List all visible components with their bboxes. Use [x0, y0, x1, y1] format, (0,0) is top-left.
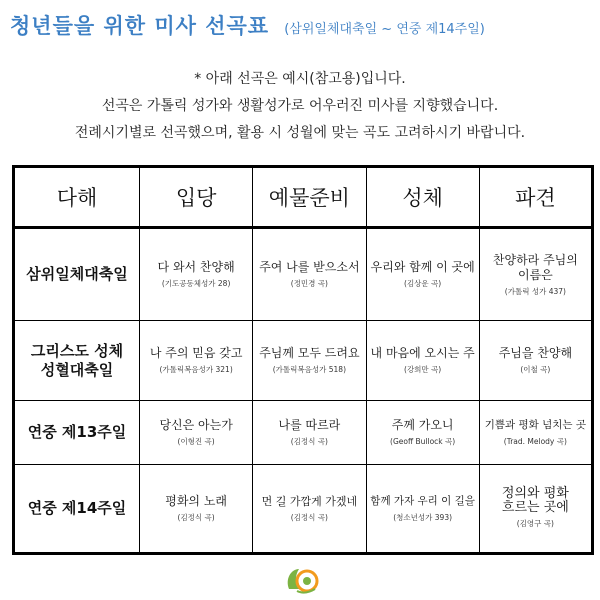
song-composer: (가톨릭복음성가 518) — [272, 365, 347, 375]
song-composer: (Geoff Bullock 곡) — [390, 436, 456, 446]
song-composer: (김정식 곡) — [177, 512, 215, 522]
song-cell — [253, 464, 366, 553]
column-header: 파견 — [479, 167, 592, 228]
column-header: 다해 — [14, 167, 140, 228]
song-title: 주여 나를 받으소서 — [259, 260, 360, 275]
song-composer: (가톨릭복음성가 321) — [159, 365, 233, 375]
song-composer: (이철 곡) — [520, 365, 551, 375]
column-header: 성체 — [366, 167, 479, 228]
song-cell — [140, 228, 253, 321]
table-row — [14, 321, 593, 401]
song-title: 주님께 모두 드려요 — [259, 346, 360, 361]
table-row — [14, 228, 593, 321]
song-title: 우리와 함께 이 곳에 — [370, 260, 475, 275]
song-cell — [366, 401, 479, 464]
song-title: 나 주의 믿음 갖고 — [149, 346, 243, 361]
song-composer: (김영구 곡) — [516, 519, 554, 529]
song-cell — [140, 464, 253, 553]
note-line: 선곡은 가톨릭 성가와 생활성가로 어우러진 미사를 지향했습니다. — [101, 98, 499, 114]
song-composer: (김정식 곡) — [290, 512, 328, 522]
title-sub: (삼위일체대축일 ~ 연중 제14주일) — [284, 22, 485, 37]
table-header-row — [14, 167, 593, 228]
song-title: 주님을 찬양해 — [498, 346, 573, 361]
row-label — [14, 321, 140, 401]
song-title: 당신은 아는가 — [159, 417, 233, 432]
song-composer: (가톨릭 성가 437) — [504, 286, 566, 296]
song-composer: (강희만 곡) — [404, 365, 442, 375]
song-cell — [253, 401, 366, 464]
title-main: 청년들을 위한 미사 선곡표 — [10, 14, 270, 38]
song-title: 기쁨과 평화 넘치는 곳 — [484, 418, 587, 431]
table-row — [14, 464, 593, 553]
notes — [0, 66, 600, 147]
song-composer: (김정식 곡) — [290, 436, 328, 446]
song-cell — [479, 228, 592, 321]
song-title: 평화의 노래 — [165, 493, 228, 508]
song-cell — [479, 464, 592, 553]
song-composer: (Trad. Melody 곡) — [503, 436, 567, 446]
song-cell — [366, 321, 479, 401]
row-label: 연중 제13주일 — [14, 401, 140, 464]
song-title: 나를 따르라 — [278, 417, 341, 432]
song-table — [12, 165, 594, 555]
song-composer: (이형진 곡) — [177, 436, 215, 446]
song-composer: (정민경 곡) — [290, 279, 328, 289]
song-composer: (김상운 곡) — [404, 279, 442, 289]
song-title: 다 와서 찬양해 — [157, 260, 235, 275]
song-title: 함께 가자 우리 이 길을 — [370, 494, 475, 507]
song-composer: (기도공동체성가 28) — [161, 279, 231, 289]
song-cell — [479, 401, 592, 464]
song-title: 먼 길 가깝게 가겠네 — [261, 494, 358, 508]
song-title: 내 마음에 오시는 주 — [370, 346, 475, 361]
song-title: 정의와 평화 흐르는 곳에 — [501, 486, 569, 516]
logo-icon — [283, 563, 321, 595]
note-line: 전례시기별로 선곡했으며, 활용 시 성월에 맞는 곡도 고려하시기 바랍니다. — [74, 125, 526, 141]
song-title: 주께 가오니 — [391, 417, 454, 432]
song-title: 찬양하라 주님의 이름은 — [492, 252, 578, 282]
song-cell — [140, 321, 253, 401]
song-composer: (청소년성가 393) — [393, 512, 453, 522]
row-label: 삼위일체대축일 — [14, 228, 140, 321]
song-cell — [140, 401, 253, 464]
row-label-text: 그리스도 성체성혈대축일 — [30, 341, 124, 379]
table-row — [14, 401, 593, 464]
page-title — [10, 10, 595, 40]
song-cell — [253, 228, 366, 321]
row-label: 연중 제14주일 — [14, 464, 140, 553]
song-cell — [366, 228, 479, 321]
song-cell — [479, 321, 592, 401]
note-line: * 아래 선곡은 예시(참고용)입니다. — [194, 71, 406, 87]
column-header: 입당 — [140, 167, 253, 228]
song-cell — [366, 464, 479, 553]
song-cell — [253, 321, 366, 401]
column-header: 예물준비 — [253, 167, 366, 228]
